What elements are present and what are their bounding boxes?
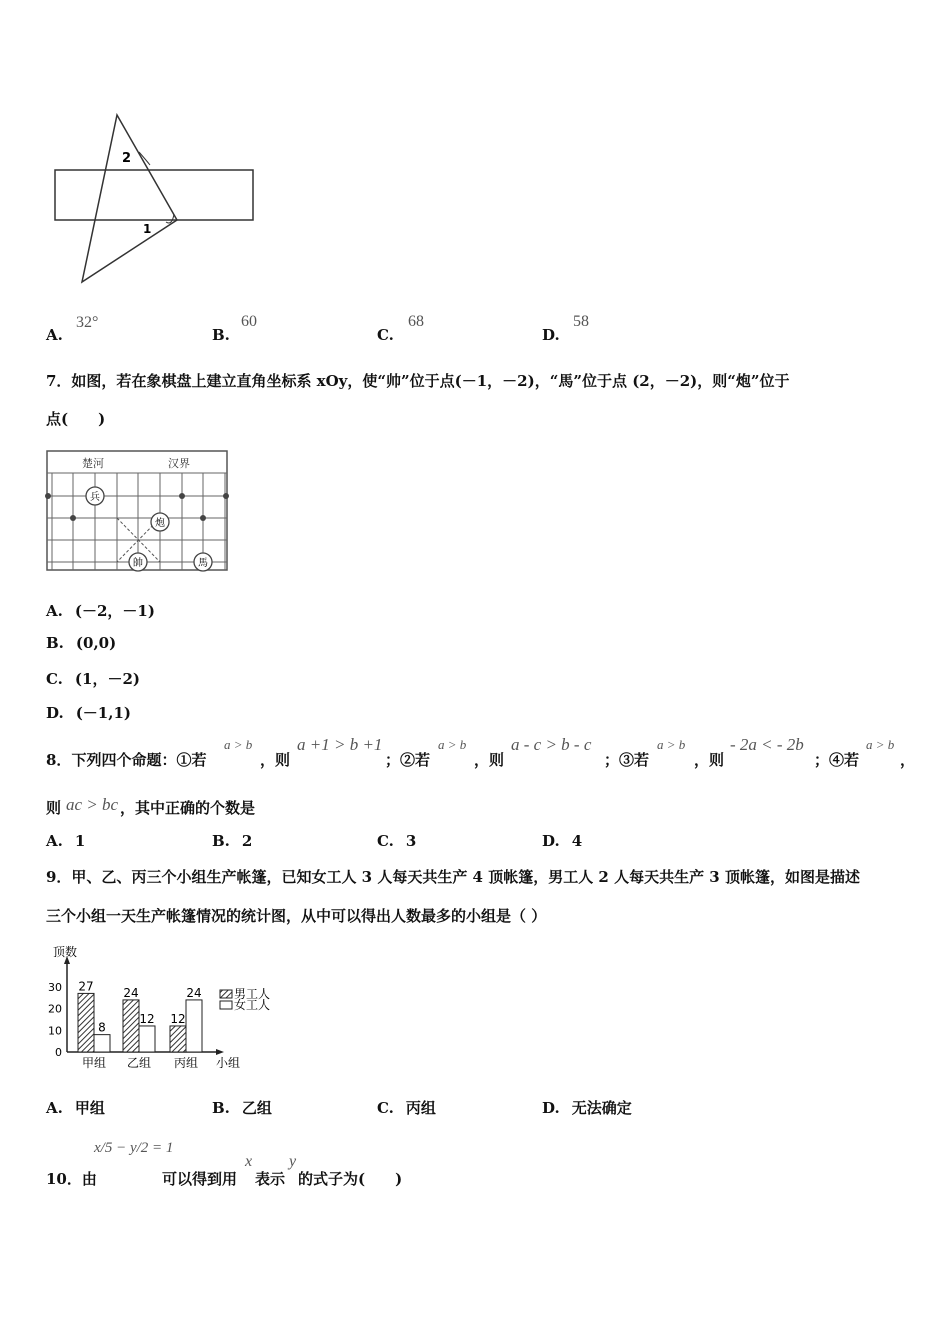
option-d-label: D. <box>542 1099 560 1117</box>
option-b-label: B. <box>212 1099 230 1117</box>
option-c-label: C. <box>377 1099 394 1117</box>
q9-line2: 三个小组一天生产帐篷情况的统计图，从中可以得出人数最多的小组是（ ） <box>46 907 547 925</box>
q8-then-1: ，则 <box>260 751 291 769</box>
board-border <box>47 451 227 570</box>
option-a-value: 甲组 <box>74 1099 105 1117</box>
q8-result-3: - 2a < - 2b <box>730 735 804 754</box>
angle-2-label: 2 <box>122 151 132 166</box>
option-a-value: (－2，－1) <box>74 602 155 620</box>
legend-swatch <box>220 990 232 998</box>
q7-line2: 点( ) <box>46 410 106 428</box>
option-d-value: 58 <box>573 313 589 330</box>
option-c-value: 68 <box>408 313 424 330</box>
x-tick-label: 乙组 <box>126 1056 152 1070</box>
option-d-value: 无法确定 <box>571 1099 632 1117</box>
option-d-value: 4 <box>571 832 583 850</box>
y-tick-label: 0 <box>55 1046 62 1059</box>
q10-text-b: 可以得到用 <box>162 1170 238 1188</box>
river-label-right: 汉界 <box>168 457 190 470</box>
chess-piece <box>151 513 169 531</box>
chessboard-figure <box>40 445 240 580</box>
x-axis-arrow <box>216 1049 224 1055</box>
position-dot <box>200 515 206 521</box>
bar-male <box>170 1026 186 1052</box>
q8-question: ，其中正确的个数是 <box>120 799 256 817</box>
q8-if-2: ；②若 <box>385 751 431 769</box>
q8-if-3: ；③若 <box>604 751 650 769</box>
y-axis-label: 顶数 <box>53 945 78 959</box>
data-label: 8 <box>98 1020 106 1035</box>
q10-var-y: y <box>289 1153 297 1170</box>
q8-then-label: 则 <box>46 799 62 817</box>
q8-intro: 下列四个命题： <box>71 751 177 769</box>
rectangle-strip <box>55 170 253 220</box>
option-b-value: 60 <box>241 313 257 330</box>
option-b-value: (0,0) <box>75 634 117 652</box>
option-d-label: D. <box>542 832 560 850</box>
x-axis-label: 小组 <box>216 1056 241 1070</box>
option-a-value: 1 <box>74 832 86 850</box>
q8-result-2: a - c > b - c <box>511 735 592 754</box>
chess-piece <box>86 487 104 505</box>
y-tick-label: 30 <box>48 980 62 994</box>
q10-number: 10． <box>46 1170 82 1188</box>
triangle <box>82 115 177 282</box>
x-tick-label: 甲组 <box>81 1056 107 1070</box>
position-dot <box>179 493 185 499</box>
q8-cond-2: a > b <box>438 737 467 752</box>
q8-result-1: a +1 > b +1 <box>297 735 383 754</box>
position-dot <box>45 493 51 499</box>
bar-female <box>94 1035 110 1052</box>
chess-piece <box>194 553 212 571</box>
position-dot <box>223 493 229 499</box>
data-label: 24 <box>123 985 139 1000</box>
river-label-left: 楚河 <box>82 457 104 470</box>
q9-line1: 9．甲、乙、丙三个小组生产帐篷，已知女工人 3 人每天共生产 4 顶帐篷，男工人 2 人每天共生产 3 顶帐篷，如图是描述 <box>46 868 860 886</box>
chess-piece <box>129 553 147 571</box>
angle-1-label: 1 <box>143 222 152 236</box>
q8-then-2: ，则 <box>474 751 505 769</box>
bar-female <box>186 1000 202 1052</box>
q8-if-1: ①若 <box>176 751 207 769</box>
option-c-label: C. <box>377 832 394 850</box>
option-b-label: B. <box>46 634 64 652</box>
legend-swatch <box>220 1001 232 1009</box>
q10-text-a: 由 <box>81 1170 97 1188</box>
option-a-label: A. <box>46 1099 63 1117</box>
option-d-value: (－1,1) <box>75 704 131 722</box>
q8-if-4: ；④若 <box>814 751 860 769</box>
piece-label: 馬 <box>198 558 208 569</box>
q8-cond-1: a > b <box>224 737 253 752</box>
piece-label: 兵 <box>90 492 100 503</box>
option-c-label: C. <box>46 670 63 688</box>
bar-male <box>123 1000 139 1052</box>
option-b-label: B. <box>212 326 230 344</box>
q10-text-c: 表示 <box>255 1170 286 1188</box>
option-a-label: A. <box>46 326 63 344</box>
y-tick-label: 10 <box>48 1024 62 1038</box>
equation: x/5 − y/2 = 1 <box>94 1140 174 1156</box>
bar-chart <box>40 940 300 1080</box>
bar-female <box>139 1026 155 1052</box>
q8-cond-3: a > b <box>657 737 686 752</box>
option-a-label: A. <box>46 602 63 620</box>
legend-label: 女工人 <box>234 998 271 1012</box>
option-a-value: 32° <box>76 314 99 331</box>
data-label: 12 <box>139 1011 155 1026</box>
q8-then-3: ，则 <box>694 751 725 769</box>
bar-male <box>78 993 94 1052</box>
piece-label: 帥 <box>133 558 143 569</box>
y-tick-label: 20 <box>48 1002 62 1016</box>
q10-text-d: 的式子为( ) <box>298 1170 403 1188</box>
option-c-label: C. <box>377 326 394 344</box>
option-c-value: (1，－2) <box>74 670 140 688</box>
option-d-label: D. <box>46 704 64 722</box>
piece-label: 炮 <box>155 518 165 529</box>
q8-comma: ， <box>900 751 916 769</box>
option-a-label: A. <box>46 832 63 850</box>
q8-result-4: ac > bc <box>66 795 119 814</box>
q7-line1: 7．如图，若在象棋盘上建立直角坐标系 xOy，使“帅”位于点(－1，－2)，“馬”位于点 (2，－2)，则“炮”位于 <box>46 372 790 390</box>
data-label: 27 <box>78 979 94 994</box>
q10-var-x: x <box>245 1153 253 1170</box>
data-label: 24 <box>186 985 202 1000</box>
x-tick-label: 丙组 <box>173 1056 199 1070</box>
position-dot <box>70 515 76 521</box>
option-c-value: 丙组 <box>405 1099 436 1117</box>
option-d-label: D. <box>542 326 560 344</box>
option-b-value: 乙组 <box>241 1099 272 1117</box>
q8-number: 8． <box>46 751 72 769</box>
option-b-label: B. <box>212 832 230 850</box>
option-b-value: 2 <box>241 832 253 850</box>
data-label: 12 <box>170 1011 186 1026</box>
q8-cond-4: a > b <box>866 737 895 752</box>
triangle-rectangle-figure <box>0 0 300 300</box>
legend-label: 男工人 <box>234 987 271 1001</box>
option-c-value: 3 <box>405 832 417 850</box>
